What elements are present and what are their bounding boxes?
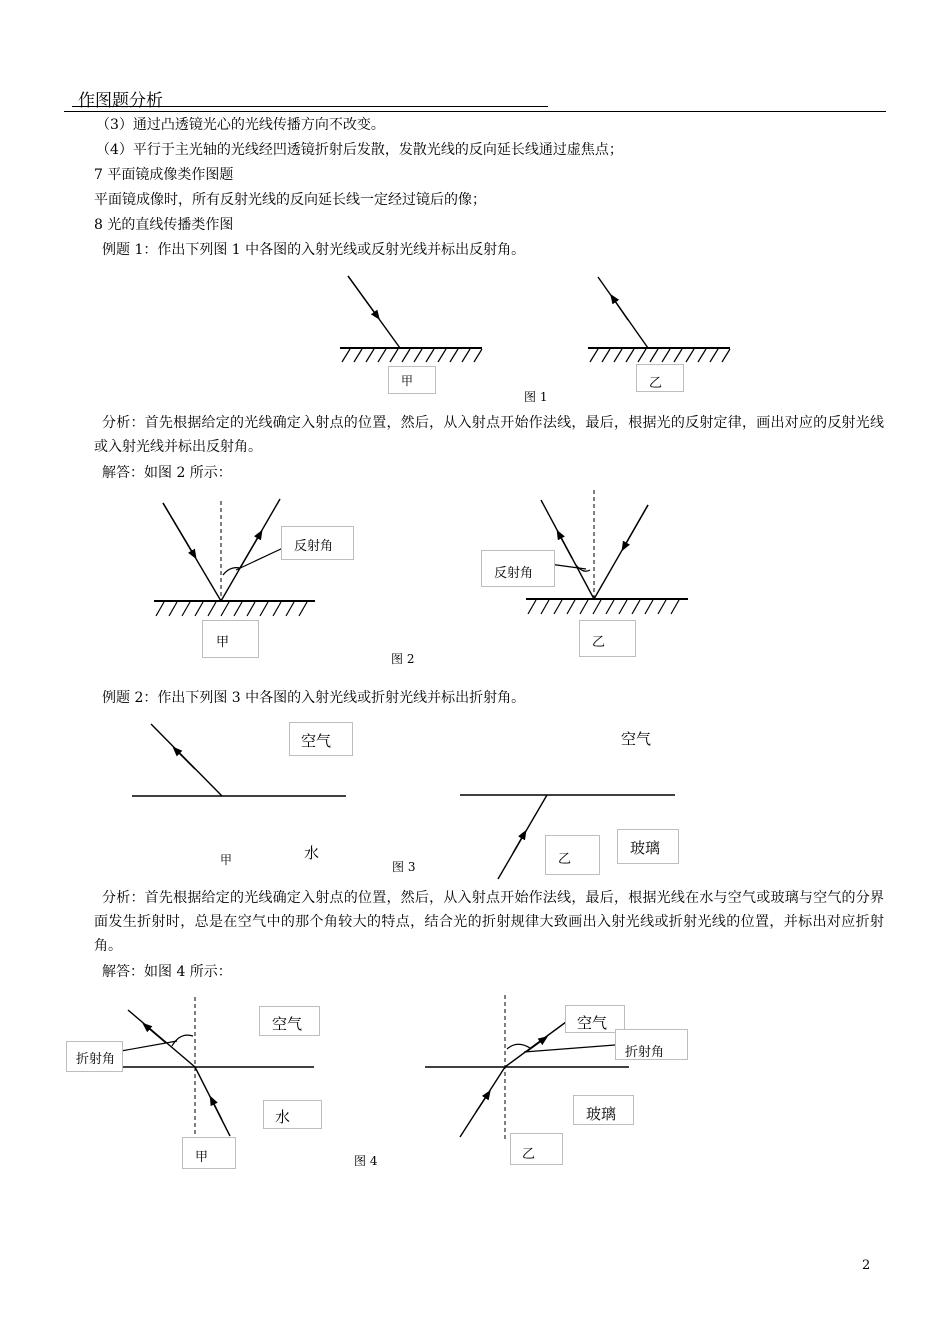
figure-4-air-label-b: 空气: [577, 1014, 608, 1032]
section-heading-mirror-image: 7 平面镜成像类作图题: [94, 167, 234, 183]
figure-2-angle-label-a: 反射角: [294, 539, 334, 554]
analysis-2-paragraph: 分析：首先根据给定的光线确定入射点的位置，然后，从入射点开始作法线，最后，根据光线在水与空气或玻璃与空气的分界面发生折射时，总是在空气中的那个角较大的特点，结合光的折射规律大致画出入射光线或折射光线的位置，并标出对应折射角。: [94, 890, 884, 954]
figure-3-water-label: 水: [304, 844, 320, 862]
figure-4-water-label: 水: [275, 1108, 291, 1126]
figure-1-label-a: 甲: [401, 374, 414, 388]
figure-4-label-box-b: [510, 1133, 563, 1165]
example-2-prompt: 例题 2：作出下列图 3 中各图的入射光线或折射光线并标出折射角。: [102, 690, 526, 706]
figure-4-label-box-a: [182, 1137, 236, 1169]
figure-2-label-b: 乙: [592, 635, 606, 650]
figure-3-label-a: 甲: [220, 853, 233, 867]
figure-4-angle-label-a: 折射角: [76, 1052, 116, 1067]
figure-2-label-a: 甲: [216, 635, 230, 650]
figure-2-angle-label-b: 反射角: [494, 566, 534, 581]
figure-3-air-label-a: 空气: [301, 732, 332, 750]
text-line-convex-lens: （3）通过凸透镜光心的光线传播方向不改变。: [96, 117, 385, 133]
figure-3-caption: 图 3: [392, 860, 416, 874]
section-heading-straight-light: 8 光的直线传播类作图: [94, 217, 234, 233]
figure-3-glass-label: 玻璃: [630, 839, 661, 857]
figure-4-angle-label-b: 折射角: [625, 1045, 665, 1060]
figure-1-label-b: 乙: [649, 376, 663, 391]
figure-2-caption: 图 2: [391, 652, 415, 666]
page-header-title: 作图题分析: [78, 91, 163, 111]
figure-4-caption: 图 4: [354, 1154, 378, 1168]
figure-4-glass-label: 玻璃: [586, 1105, 617, 1123]
text-line-concave-lens: （4）平行于主光轴的光线经凹透镜折射后发散，发散光线的反向延长线通过虚焦点；: [96, 142, 623, 158]
figure-4-air-label-a: 空气: [272, 1015, 303, 1033]
analysis-1-paragraph: 分析：首先根据给定的光线确定入射点的位置，然后，从入射点开始作法线，最后，根据光的反射定律，画出对应的反射光线或入射光线并标出反射角。: [94, 415, 884, 455]
figure-3-label-b: 乙: [558, 852, 572, 867]
answer-1-line: 解答：如图 2 所示：: [102, 465, 232, 481]
text-line-mirror-rule: 平面镜成像时，所有反射光线的反向延长线一定经过镜后的像；: [94, 192, 486, 208]
figure-4-label-b: 乙: [522, 1147, 536, 1162]
figure-3-air-label-b: 空气: [621, 730, 652, 748]
figure-1-caption: 图 1: [524, 390, 548, 404]
page-number: 2: [862, 1258, 871, 1273]
example-1-prompt: 例题 1：作出下列图 1 中各图的入射光线或反射光线并标出反射角。: [102, 242, 526, 258]
figure-4-label-a: 甲: [195, 1150, 209, 1165]
figure-4-water-box: [263, 1100, 322, 1129]
answer-2-line: 解答：如图 4 所示：: [102, 964, 232, 980]
